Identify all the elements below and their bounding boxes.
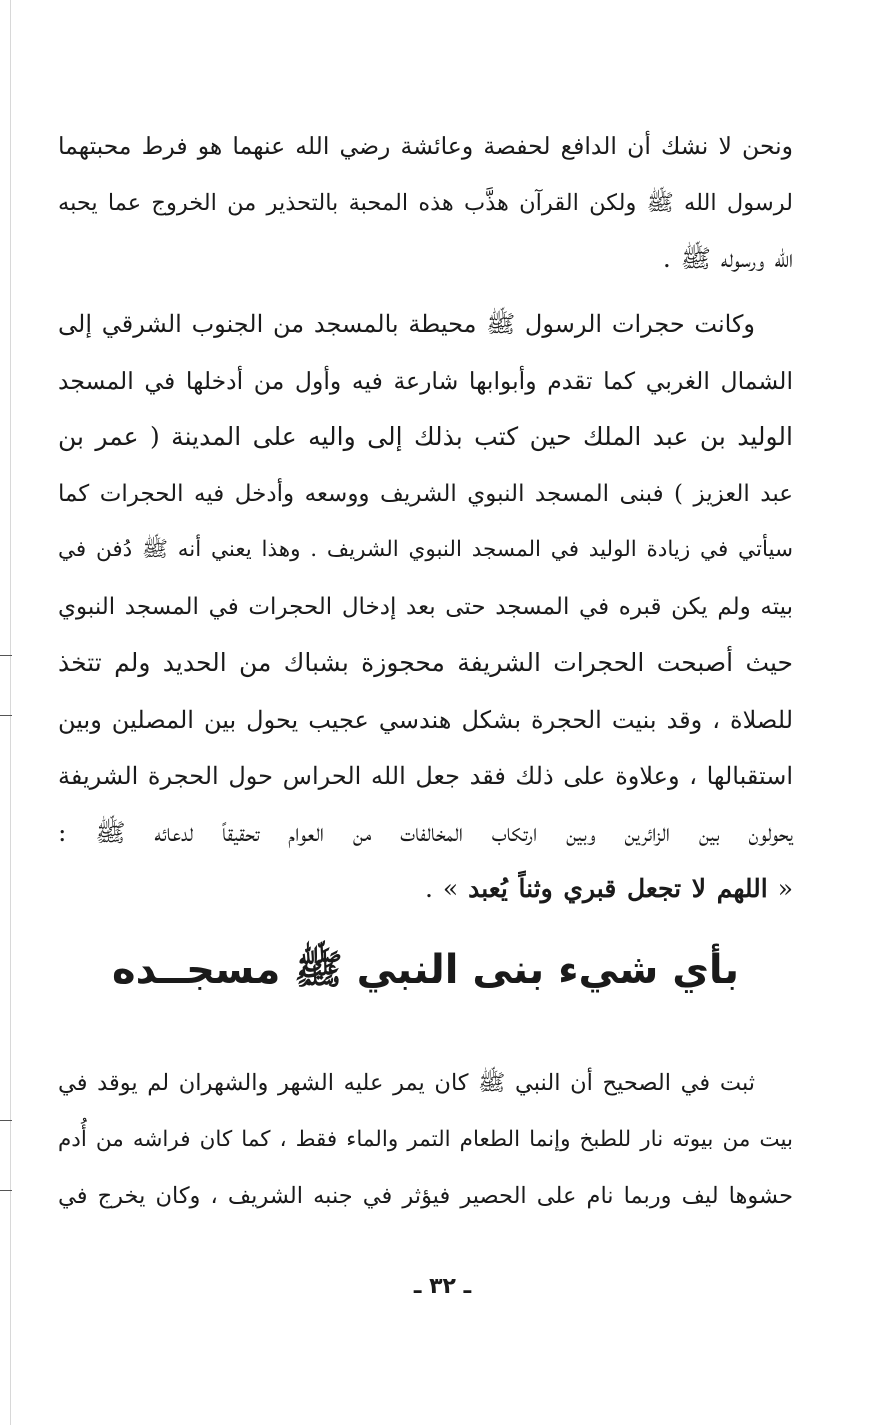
hadith-quote-line: [58, 861, 793, 918]
text-line: وكانت حجرات الرسول ﷺ محيطة بالمسجد من الجنوب الشرقي إلى: [58, 310, 755, 338]
page-number: ـ ٣٢ ـ: [413, 1274, 472, 1299]
margin-tick: [0, 1120, 12, 1121]
paragraph-2: [58, 296, 793, 918]
margin-tick: [0, 1190, 12, 1191]
hadith-quote-text: اللهم لا تجعل قبري وثناً يُعبد: [468, 874, 768, 903]
text-line: الله ورسوله ﷺ .: [662, 244, 793, 273]
text-line: ونحن لا نشك أن الدافع لحفصة وعائشة رضي الله عنهما هو فرط محبتهما: [58, 132, 793, 160]
text-line: للصلاة ، وقد بنيت الحجرة بشكل هندسي عجيب يحول بين المصلين وبين: [58, 705, 794, 734]
text-line: ثبت في الصحيح أن النبي ﷺ كان يمر عليه الشهر والشهران لم يوقد في: [58, 1070, 755, 1096]
text-line: يحولون بين الزائرين وبين ارتكاب المخالفات من العوام تحقيقاً لدعائه ﷺ :: [58, 817, 793, 847]
quote-close-mark: » .: [424, 874, 459, 903]
text-line: حشوها ليف وربما نام على الحصير فيؤثر في جنبه الشريف ، وكان يخرج في: [58, 1183, 793, 1209]
text-line: استقبالها ، وعلاوة على ذلك فقد جعل الله الحراس حول الحجرة الشريفة: [57, 762, 793, 790]
text-line: سيأتي في زيادة الوليد في المسجد النبوي الشريف . وهذا يعني أنه ﷺ دُفن في: [58, 537, 793, 562]
text-line: حيث أصبحت الحجرات الشريفة محجوزة بشباك من الحديد ولم تتخذ: [58, 648, 793, 677]
margin-tick: [0, 655, 12, 656]
text-line: الشمال الغربي كما تقدم وأبوابها شارعة فيه وأول من أدخلها في المسجد: [58, 366, 793, 395]
section-heading: بأي شيء بنى النبي ﷺ مسجــده: [112, 947, 739, 993]
text-line: الوليد بن عبد الملك حين كتب بذلك إلى واليه على المدينة ( عمر بن: [58, 422, 793, 451]
paragraph-3: [58, 1055, 793, 1225]
text-line: عبد العزيز ) فبنى المسجد النبوي الشريف ووسعه وأدخل فيه الحجرات كما: [58, 480, 793, 507]
scan-margin-line: [10, 0, 11, 1425]
text-line: بيت من بيوته نار للطبخ وإنما الطعام التمر والماء فقط ، كما كان فراشه من أُدم: [58, 1126, 793, 1152]
paragraph-1: [58, 118, 793, 288]
quote-open-mark: «: [777, 874, 793, 903]
text-line: لرسول الله ﷺ ولكن القرآن هذَّب هذه المحبة بالتحذير من الخروج عما يحبه: [58, 189, 793, 216]
margin-tick: [0, 715, 12, 716]
text-line: بيته ولم يكن قبره في المسجد حتى بعد إدخال الحجرات في المسجد النبوي: [58, 593, 793, 620]
